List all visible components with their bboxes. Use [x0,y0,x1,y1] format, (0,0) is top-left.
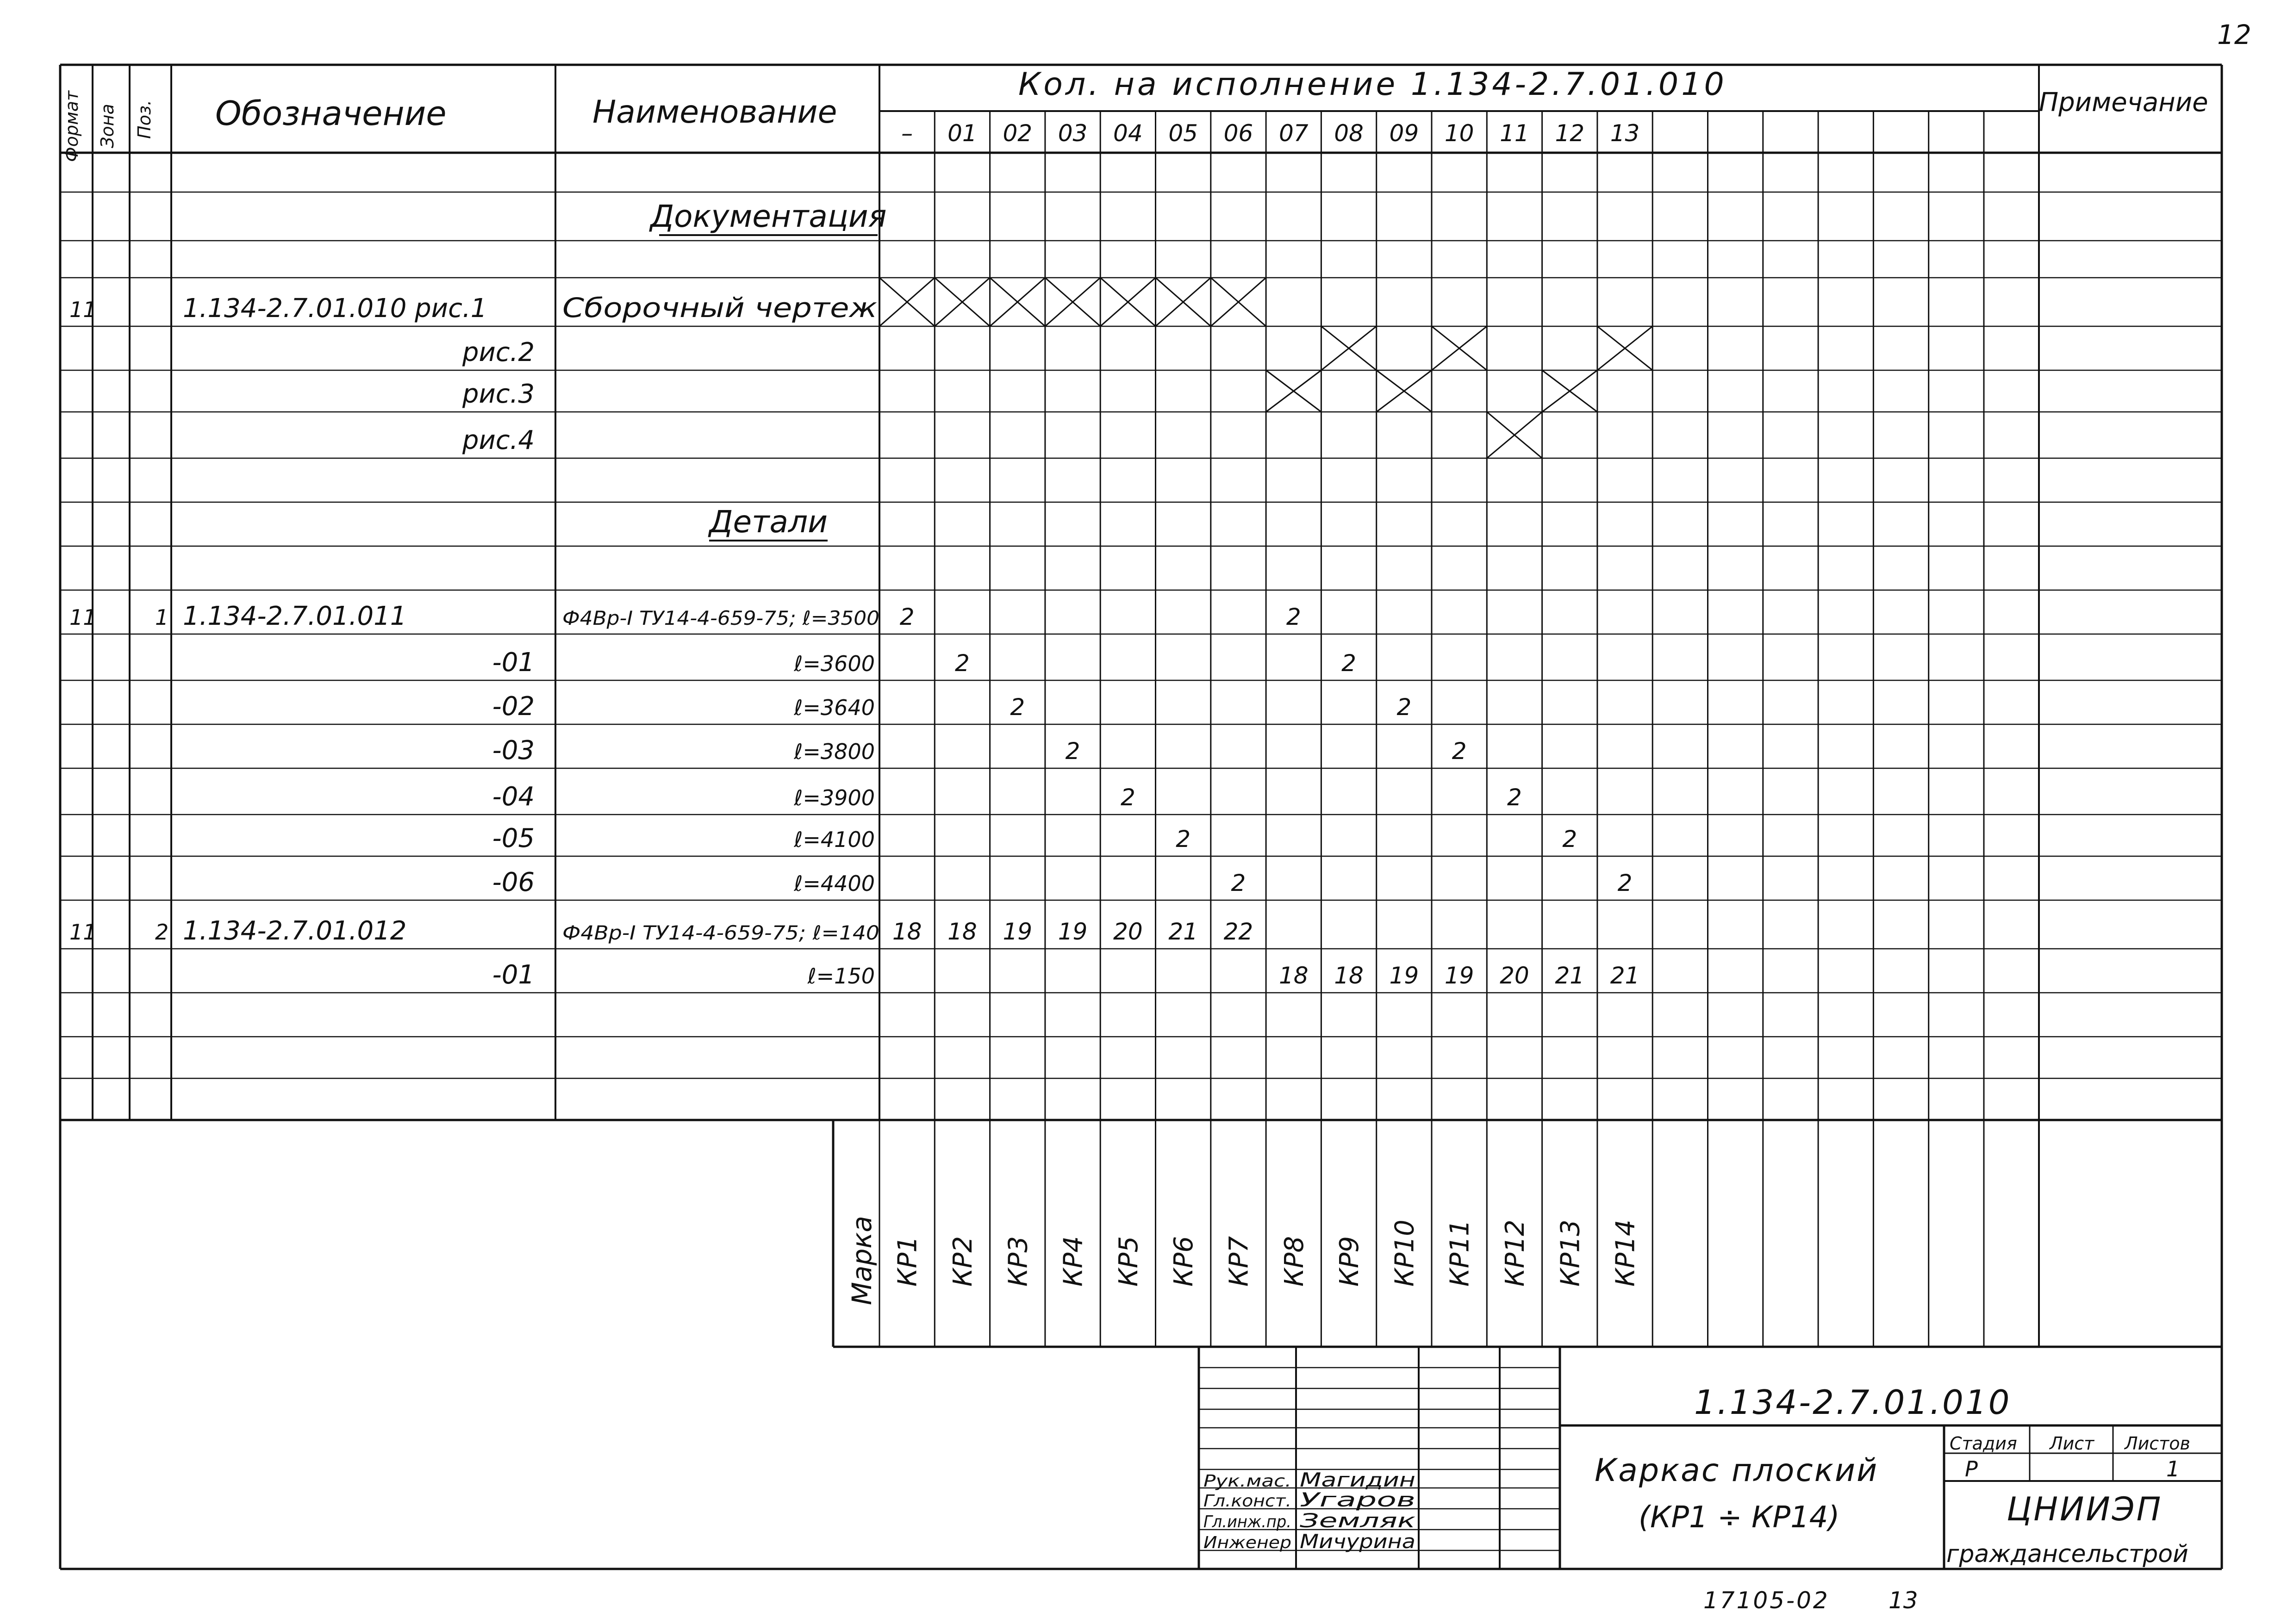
row-name: ℓ=3600 [794,651,875,676]
table-row [492,691,1412,722]
table-row [492,960,1640,990]
title-name-line2: (КР1 ÷ КР14) [1639,1500,1840,1535]
table-row [69,916,1253,946]
table-row [492,782,1522,812]
table-row [492,735,1467,765]
signature-name: Мичурина [1300,1530,1415,1553]
qty-value: 2 [1396,694,1412,721]
row-name: ℓ=4400 [794,871,875,896]
row-format: 11 [69,605,97,630]
qty-value: 2 [1452,738,1467,765]
qty-value: 18 [892,918,922,945]
row-format: 11 [69,297,97,322]
table-row [492,823,1577,853]
marks-block [833,1120,2039,1347]
qty-value: 2 [1231,870,1246,896]
row-designation: 1.134-2.7.01.012 [183,916,407,946]
row-name: ℓ=3900 [794,785,875,810]
row-position: 1 [155,605,169,630]
title-name-line1: Каркас плоский [1595,1452,1879,1489]
row-name: Ф4Вр-I ТУ14-4-659-75; ℓ=3500 [562,607,879,629]
variant-header: 05 [1168,120,1198,147]
qty-value: 2 [1507,784,1522,811]
qty-value: 18 [947,918,977,945]
row-name: ℓ=150 [807,964,875,989]
qty-value: 2 [1286,604,1301,630]
qty-value: 2 [1617,870,1633,896]
row-designation: 1.134-2.7.01.010 рис.1 [183,293,487,324]
qty-value: 18 [1334,962,1364,989]
header-pos: Поз. [134,100,155,139]
header-zone: Зона [97,104,118,148]
qty-value: 21 [1168,918,1198,945]
row-designation: рис.4 [462,425,535,455]
variant-headers [901,120,1639,147]
marks-label: Марка [846,1216,878,1305]
variant-header: 02 [1003,120,1033,147]
signature-role: Гл.конст. [1203,1492,1291,1511]
sheets-value: 1 [2166,1456,2180,1481]
org-line2: граждансельстрой [1946,1540,2188,1568]
sheet-label: Лист [2050,1433,2094,1454]
row-name: ℓ=3640 [794,695,875,720]
variant-header: 04 [1113,120,1143,147]
mark-label: КР6 [1169,1236,1199,1287]
signature-name: Магидин [1300,1468,1415,1491]
row-name: Ф4Вр-I ТУ14-4-659-75; ℓ=140 [562,921,879,944]
mark-label: КР14 [1610,1220,1641,1287]
row-format: 11 [69,920,97,945]
sheets-label: Листов [2125,1433,2190,1454]
row-designation: -03 [492,735,535,765]
table-row [69,601,1301,631]
row-designation: 1.134-2.7.01.011 [183,601,407,631]
qty-value: 2 [1065,738,1080,765]
stage-label: Стадия [1950,1433,2017,1454]
qty-value: 2 [1010,694,1025,721]
qty-value: 19 [1389,962,1419,989]
mark-label: КР2 [947,1236,978,1287]
qty-value: 20 [1113,918,1143,945]
qty-value: 22 [1223,918,1253,945]
page-number: 12 [2217,19,2251,50]
signature-role: Инженер [1203,1533,1291,1552]
signature-table [1203,1468,1416,1553]
table-row [462,326,1652,370]
variant-header: 06 [1223,120,1253,147]
mark-label: КР3 [1003,1236,1034,1287]
row-designation: -01 [492,960,535,990]
stage-value: Р [1965,1456,1978,1481]
variant-header: 11 [1500,120,1529,147]
title-block [1199,1347,2222,1569]
variant-header: 09 [1389,120,1419,147]
mark-label: КР7 [1224,1236,1254,1287]
row-designation: рис.2 [462,337,535,367]
variant-header: – [901,120,913,147]
qty-value: 2 [955,650,970,677]
mark-label: КР13 [1555,1220,1586,1287]
variant-header: 10 [1444,120,1474,147]
mark-label: КР8 [1279,1236,1309,1287]
footer-page: 13 [1889,1587,1918,1614]
header-qty-title: Кол. на исполнение 1.134-2.7.01.010 [1018,66,1727,103]
variant-header: 03 [1058,120,1088,147]
mark-label: КР1 [892,1236,923,1287]
signature-role: Гл.инж.пр. [1203,1512,1291,1531]
mark-label: КР11 [1445,1220,1475,1287]
variant-header: 08 [1334,120,1364,147]
section-heading: Детали [709,504,828,540]
variant-header: 12 [1555,120,1585,147]
table-header [62,66,2208,162]
qty-value: 20 [1500,962,1529,989]
spec-rows [69,199,1652,990]
row-name: ℓ=4100 [794,827,875,852]
mark-label: КР4 [1058,1236,1089,1287]
qty-value: 19 [1003,918,1033,945]
header-format: Формат [62,90,82,162]
archive-number: 17105-02 [1703,1587,1830,1614]
qty-value: 19 [1444,962,1474,989]
table-row [462,370,1597,412]
row-designation: -02 [492,691,535,722]
title-code: 1.134-2.7.01.010 [1694,1383,2012,1422]
table-row [462,412,1542,458]
qty-value: 2 [1120,784,1135,811]
table-row [492,867,1633,897]
row-designation: -01 [492,647,535,678]
row-name: ℓ=3800 [794,739,875,764]
qty-value: 2 [1562,826,1577,852]
row-designation: -04 [492,782,535,812]
signature-name: Земляк [1300,1509,1416,1532]
table-row [492,647,1356,678]
signature-role: Рук.мас. [1203,1472,1291,1491]
qty-value: 2 [899,604,915,630]
qty-value: 2 [1176,826,1191,852]
row-position: 2 [155,920,169,945]
row-name: Сборочный чертеж [562,292,877,324]
qty-value: 18 [1278,962,1309,989]
row-designation: -05 [492,823,535,853]
row-designation: рис.3 [462,379,535,409]
section-heading: Документация [650,199,887,234]
header-designation: Обозначение [215,94,447,133]
qty-value: 2 [1341,650,1356,677]
signature-name: Угаров [1300,1488,1415,1511]
mark-label: КР5 [1113,1236,1144,1287]
org-line1: ЦНИИЭП [2007,1490,2163,1528]
qty-value: 21 [1610,962,1640,989]
mark-label: КР12 [1500,1220,1530,1287]
table-row [649,199,887,235]
header-name: Наименование [592,94,837,131]
table-row [708,504,828,541]
variant-header: 13 [1610,120,1640,147]
variant-header: 01 [947,120,977,147]
row-designation: -06 [492,867,535,897]
qty-value: 21 [1555,962,1585,989]
variant-header: 07 [1278,120,1309,147]
table-row [69,278,1266,326]
qty-value: 19 [1058,918,1088,945]
mark-label: КР10 [1390,1220,1420,1287]
mark-label: КР9 [1334,1236,1365,1287]
header-note: Примечание [2039,87,2208,118]
